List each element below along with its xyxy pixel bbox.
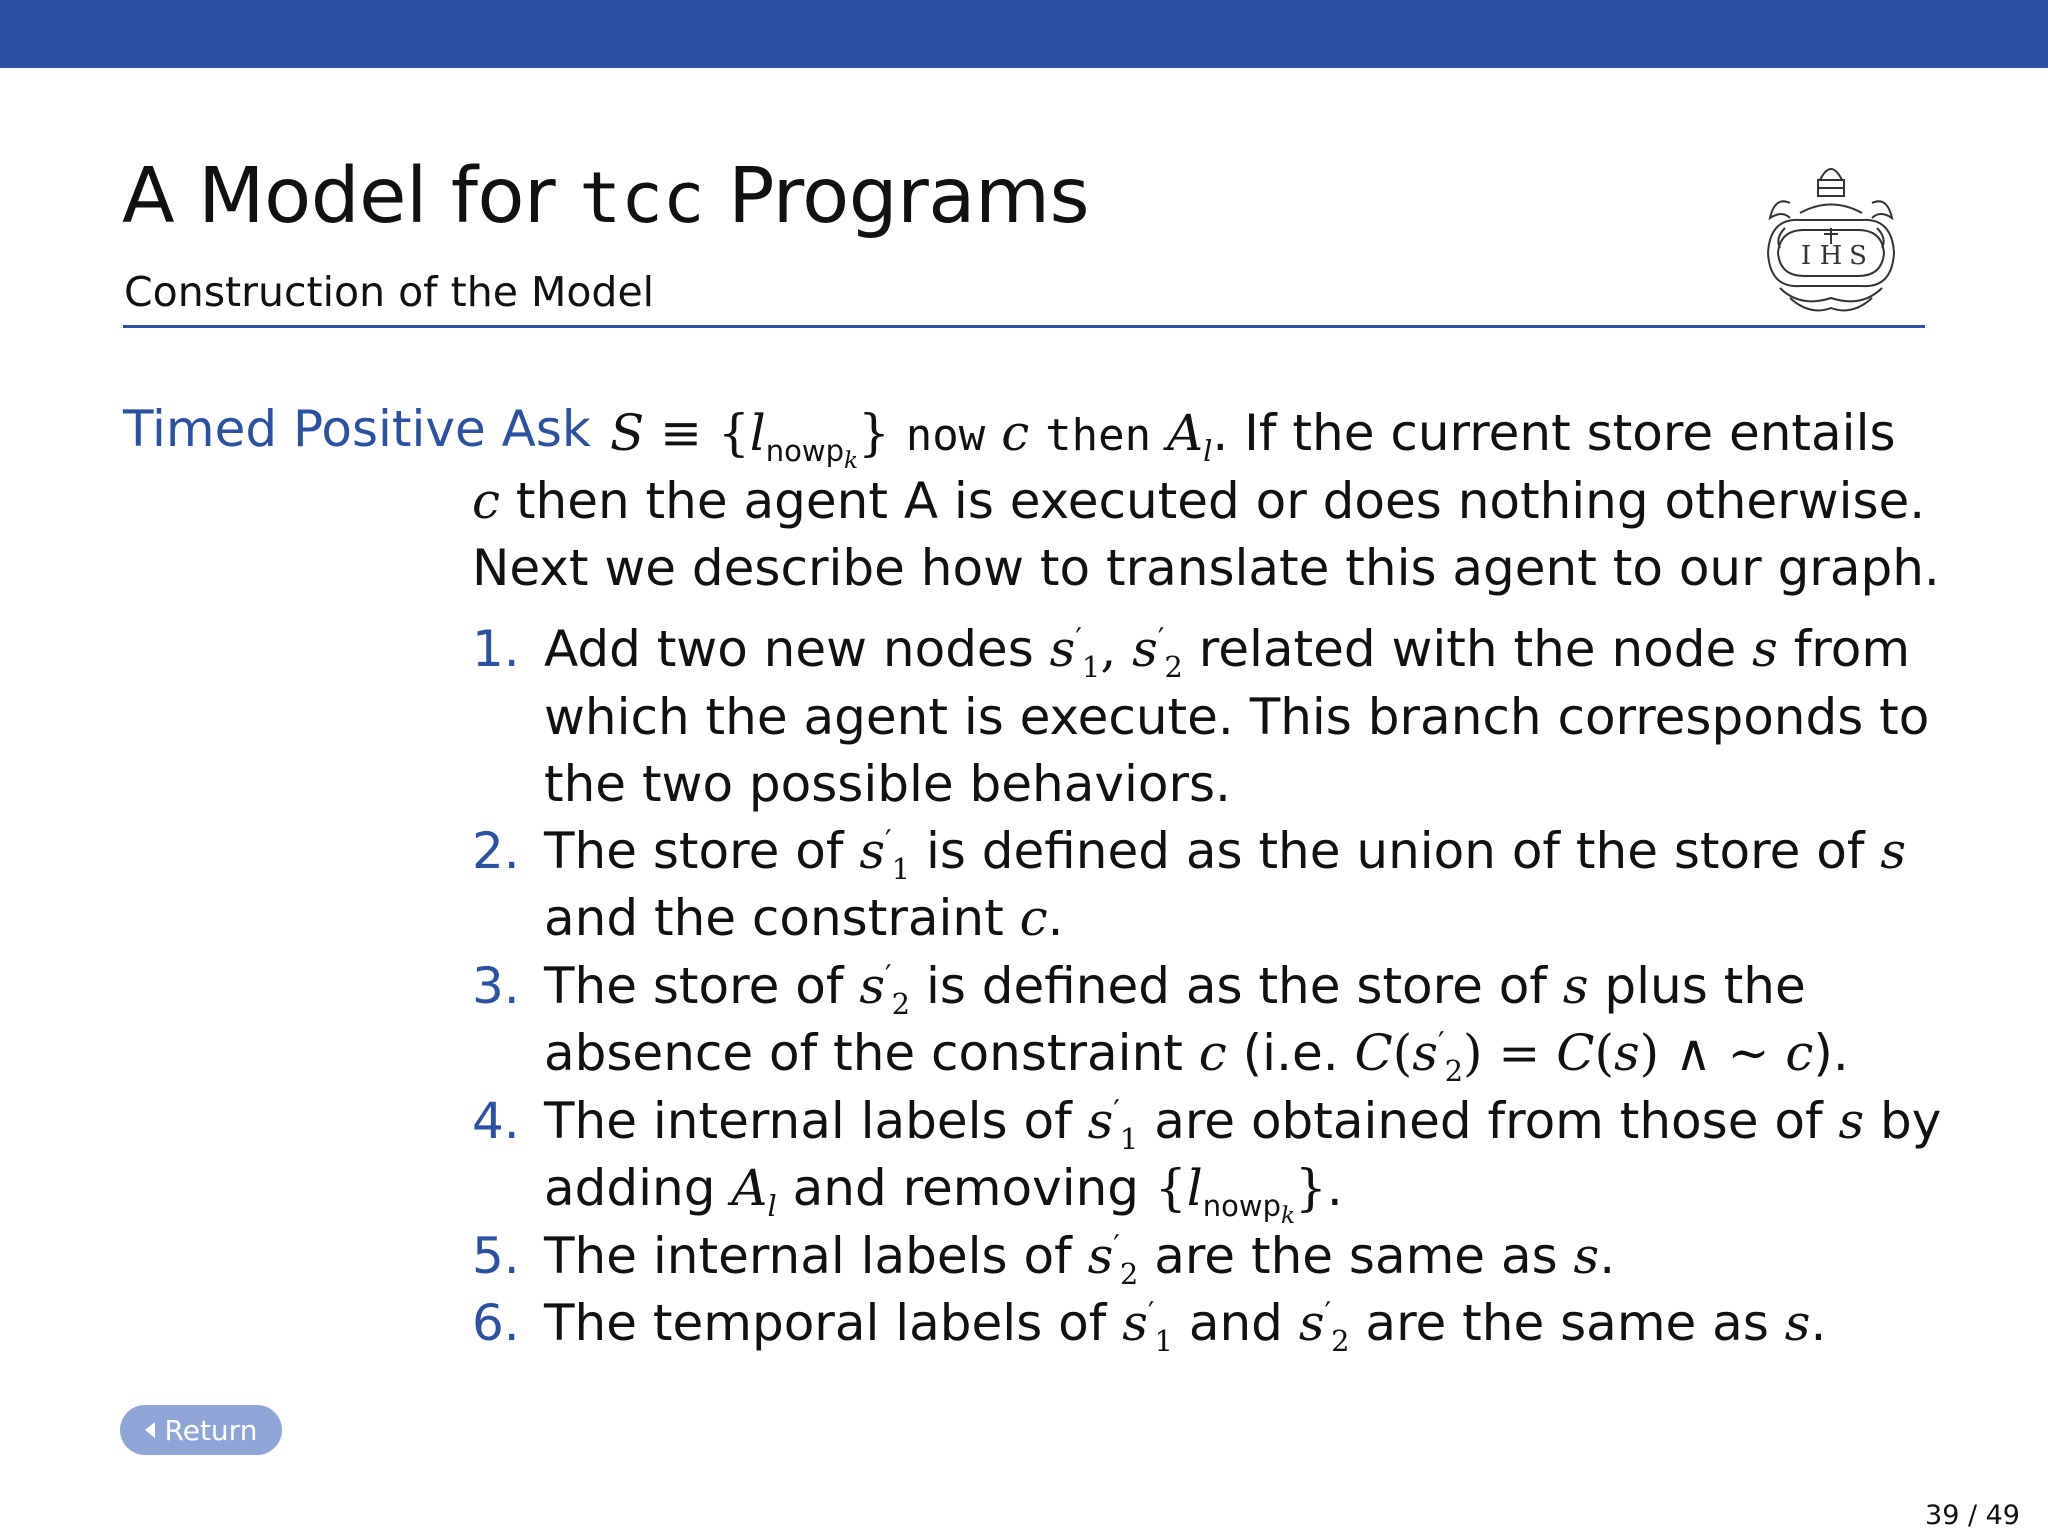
svg-text:I: I (1800, 241, 1812, 271)
header-rule (123, 325, 1925, 328)
crest-seal-icon (1760, 158, 1902, 316)
list-item-cont: which the agent is execute. This branch corresponds to (544, 688, 1930, 746)
return-button[interactable] (120, 1405, 282, 1455)
slide-subtitle: Construction of the Model (124, 268, 655, 316)
page-number: 39 / 49 (1925, 1500, 2020, 1531)
list-item-cont: adding $A_l$ and removing $\{l_{nowp_k}\}$. (544, 1159, 1343, 1229)
definition-term: Timed Positive Ask (123, 400, 591, 458)
list-item-cont: the two possible behaviors. (544, 755, 1231, 813)
triangle-left-icon (145, 1422, 155, 1438)
list-item-cont: absence of the constraint c (i.e. $C(s'_2) = C(s)$ ∧ ∼ c). (544, 1024, 1849, 1088)
definition-line-1: $S \equiv \{l_{nowp_k}\}$ now c then $A_l$. If the current store entails (610, 404, 1896, 474)
list-item: 3. The store of $s'_2$ is defined as the store of s plus the (472, 957, 1806, 1021)
slide-title: A Model for tcc Programs (122, 152, 1090, 241)
return-label: Return (164, 1413, 258, 1447)
svg-text:S: S (1849, 241, 1867, 271)
definition-line-2: c then the agent A is executed or does nothing otherwise. (472, 472, 1926, 530)
list-item: 6. The temporal labels of $s'_1$ and $s'_2$ are the same as s. (472, 1294, 1827, 1358)
list-item: 2. The store of $s'_1$ is defined as the union of the store of s (472, 822, 1906, 886)
definition-line-3: Next we describe how to translate this agent to our graph. (472, 539, 1940, 597)
list-item: 4. The internal labels of $s'_1$ are obtained from those of s by (472, 1092, 1942, 1156)
top-bar (0, 0, 2048, 68)
list-item: 5. The internal labels of $s'_2$ are the same as s. (472, 1227, 1616, 1291)
svg-text:H: H (1819, 241, 1843, 271)
list-item: 1. Add two new nodes $s'_1$, $s'_2$ related with the node s from (472, 620, 1911, 684)
list-item-cont: and the constraint c. (544, 889, 1064, 947)
